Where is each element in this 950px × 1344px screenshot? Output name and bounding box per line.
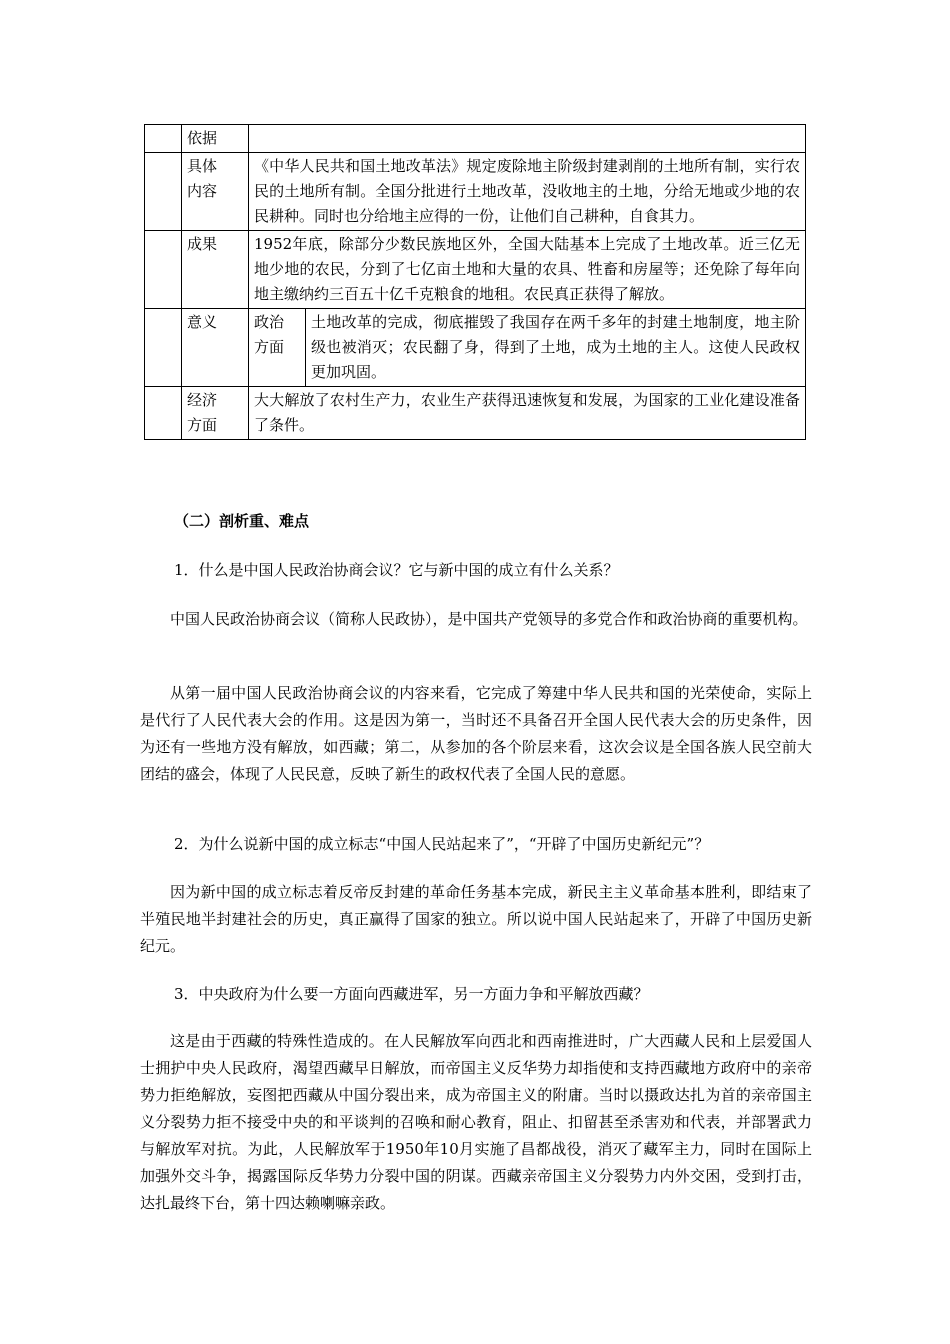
label-line: 方面 — [187, 416, 218, 434]
label-line: 方面 — [254, 338, 285, 356]
land-reform-table — [144, 124, 806, 440]
blank-cell — [145, 153, 182, 231]
question-3: 3．中央政府为什么要一方面向西藏进军，另一方面力争和平解放西藏？ — [174, 985, 649, 1003]
row-label-significance: 意义 — [182, 309, 249, 387]
question-2: 2．为什么说新中国的成立标志“中国人民站起来了”，“开辟了中国历史新纪元”？ — [174, 835, 710, 853]
table-row-basis — [145, 125, 806, 153]
label-line: 经济 — [187, 391, 218, 409]
row-content-political: 土地改革的完成，彻底摧毁了我国存在两千多年的封建土地制度，地主阶级也被消灭；农民翻了身，得到了土地，成为土地的主人。这使人民政权更加巩固。 — [306, 309, 806, 387]
answer-3: 这是由于西藏的特殊性造成的。在人民解放军向西北和西南推进时，广大西藏人民和上层爱国人士拥护中央人民政府，渴望西藏早日解放，而帝国主义反华势力却指使和支持西藏地方政府中的亲帝势力拒绝解放，妄图把西藏从中国分裂出来，成为帝国主义的附庸。当时以摄政达扎为首的亲帝国主义分裂势力拒不接受中央的和平谈判的召唤和耐心教育，阻止、扣留甚至杀害劝和代表，并部署武力与解放军对抗。为此，人民解放军于1950年10月实施了昌都战役，消灭了藏军主力，同时在国际上加强外交斗争，揭露国际反华势力分裂中国的阴谋。西藏亲帝国主义分裂势力内外交困，受到打击，达扎最终下台，第十四达赖喇嘛亲政。 — [140, 1032, 812, 1212]
row-label-economic — [182, 387, 249, 440]
label-line: 政治 — [254, 313, 285, 331]
blank-cell — [145, 231, 182, 309]
row-label-details — [182, 153, 249, 231]
question-1: 1．什么是中国人民政治协商会议？它与新中国的成立有什么关系？ — [174, 561, 619, 579]
row-content-economic: 大大解放了农村生产力，农业生产获得迅速恢复和发展，为国家的工业化建设准备了条件。 — [249, 387, 806, 440]
row-label-results: 成果 — [182, 231, 249, 309]
blank-cell — [145, 125, 182, 153]
section-heading: （二）剖析重、难点 — [174, 512, 310, 530]
blank-cell — [145, 309, 182, 387]
answer-2: 因为新中国的成立标志着反帝反封建的革命任务基本完成，新民主主义革命基本胜利，即结束了半殖民地半封建社会的历史，真正赢得了国家的独立。所以说中国人民站起来了，开辟了中国历史新纪元。 — [140, 883, 812, 955]
label-line: 具体 — [187, 157, 218, 175]
sublabel-political — [249, 309, 306, 387]
table-row-results — [145, 231, 806, 309]
row-label-basis: 依据 — [182, 125, 249, 153]
table-row-significance — [145, 309, 806, 387]
answer-1-paragraph-2: 从第一届中国人民政治协商会议的内容来看，它完成了筹建中华人民共和国的光荣使命，实际上是代行了人民代表大会的作用。这是因为第一，当时还不具备召开全国人民代表大会的历史条件，因为还有一些地方没有解放，如西藏；第二，从参加的各个阶层来看，这次会议是全国各族人民空前大团结的盛会，体现了人民民意，反映了新生的政权代表了全国人民的意愿。 — [140, 684, 812, 783]
row-content-results: 1952年底，除部分少数民族地区外，全国大陆基本上完成了土地改革。近三亿无地少地的农民，分到了七亿亩土地和大量的农具、牲畜和房屋等；还免除了每年向地主缴纳约三百五十亿千克粮食的地租。农民真正获得了解放。 — [249, 231, 806, 309]
label-line: 内容 — [187, 182, 218, 200]
answer-1-paragraph-1: 中国人民政治协商会议（简称人民政协），是中国共产党领导的多党合作和政治协商的重要机构。 — [170, 610, 808, 628]
row-content-details: 《中华人民共和国土地改革法》规定废除地主阶级封建剥削的土地所有制，实行农民的土地所有制。全国分批进行土地改革，没收地主的土地，分给无地或少地的农民耕种。同时也分给地主应得的一份，让他们自己耕种，自食其力。 — [249, 153, 806, 231]
table-row-details — [145, 153, 806, 231]
blank-cell — [145, 387, 182, 440]
table-row-economic — [145, 387, 806, 440]
row-content-basis — [249, 125, 806, 153]
